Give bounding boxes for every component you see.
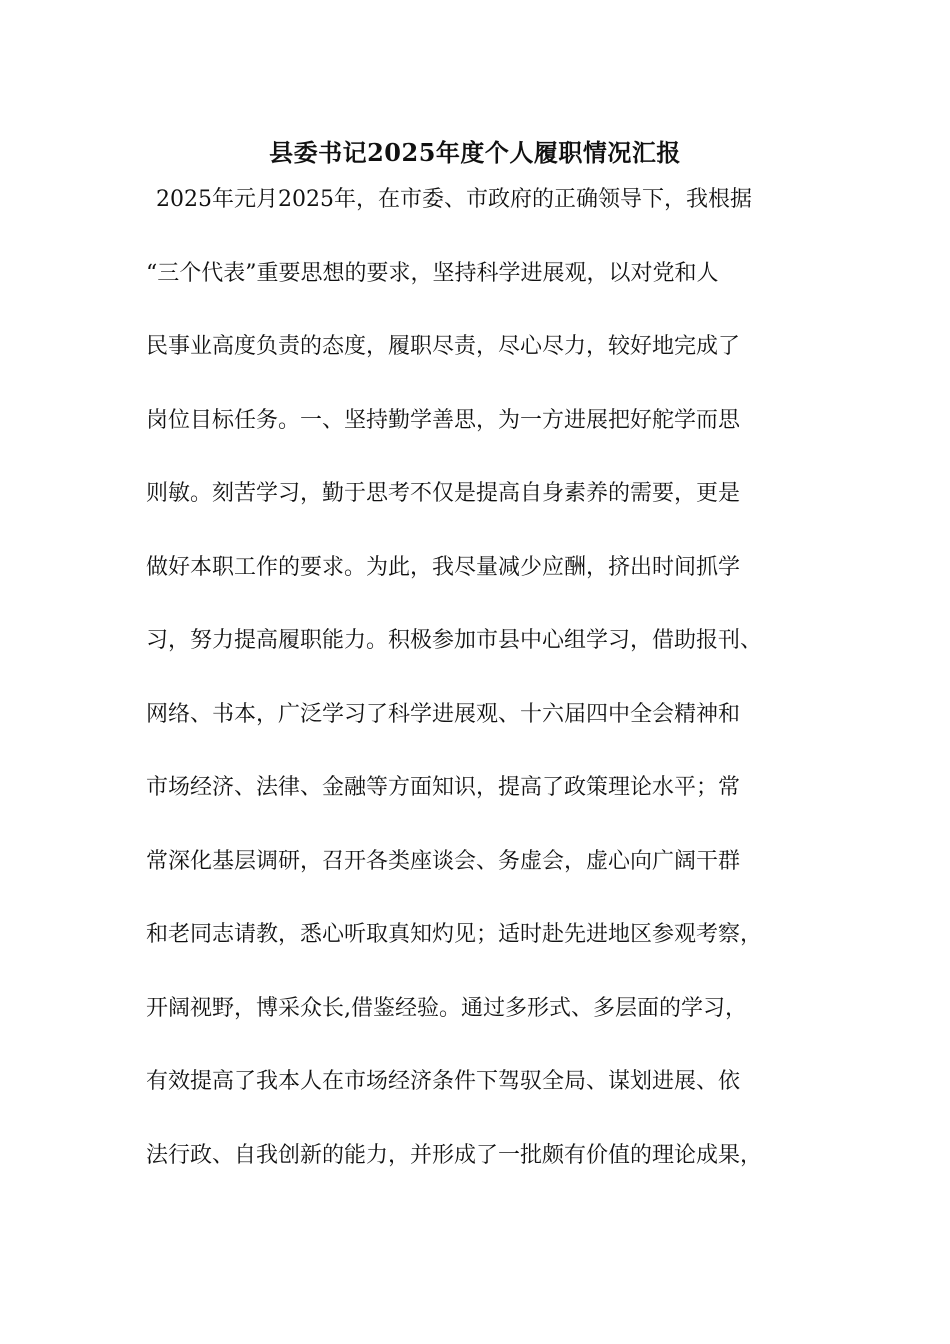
body-line: 常深化基层调研，召开各类座谈会、务虚会，虚心向广阔干群 [146, 848, 741, 874]
body-line: 则敏。刻苦学习，勤于思考不仅是提高自身素养的需要，更是 [146, 481, 741, 506]
body-line: 开阔视野，博采众长,借鉴经验。通过多形式、多层面的学习， [146, 995, 747, 1021]
body-line: 做好本职工作的要求。为此，我尽量减少应酬，挤出时间抓学 [146, 554, 741, 580]
body-line: 习，努力提高履职能力。积极参加市县中心组学习，借助报刊、 [146, 628, 763, 653]
body-line: 岗位目标任务。一、坚持勤学善思，为一方进展把好舵学而思 [146, 407, 741, 433]
body-line: 市场经济、法律、金融等方面知识，提高了政策理论水平；常 [146, 775, 741, 800]
body-line: 2025年元月2025年，在市委、市政府的正确领导下，我根据 [156, 187, 752, 212]
document-title: 县委书记2025年度个人履职情况汇报 [269, 138, 681, 167]
body-line: 和老同志请教，悉心听取真知灼见；适时赴先进地区参观考察， [146, 922, 763, 947]
document-body [146, 182, 818, 1211]
body-line: 民事业高度负责的态度，履职尽责，尽心尽力，较好地完成了 [146, 334, 741, 359]
body-line: 网络、书本，广泛学习了科学进展观、十六届四中全会精神和 [146, 701, 741, 727]
body-line: 法行政、自我创新的能力，并形成了一批颇有价值的理论成果， [146, 1142, 763, 1168]
body-line: 有效提高了我本人在市场经济条件下驾驭全局、谋划进展、依 [146, 1069, 741, 1094]
body-line: “三个代表”重要思想的要求，坚持科学进展观，以对党和人 [146, 260, 719, 286]
